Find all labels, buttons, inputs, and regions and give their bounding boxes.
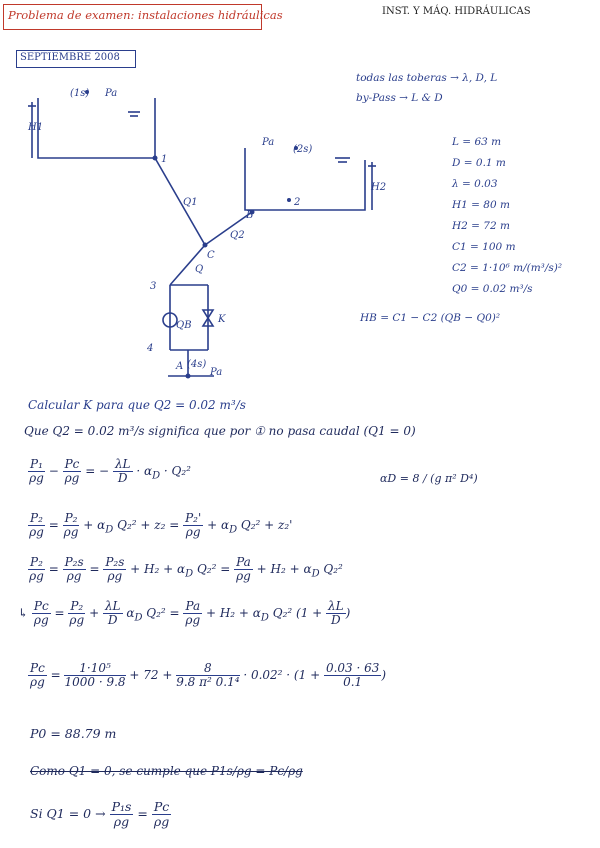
alpha-definition: αD = 8 / (g π² D⁴) — [380, 472, 478, 485]
subject-header: INST. Y MÁQ. HIDRÁULICAS — [382, 6, 531, 17]
calc-line: Calcular K para que Q2 = 0.02 m³/s — [28, 398, 246, 412]
q2-label: Q2 — [230, 230, 245, 241]
equation-1: $\frac{\text{P₁}}{\rho g}$ − $\frac{Pc}{\rho g}$ = − $\frac{\lambda L}{D}$ · $\alpha_D \cdot Q_2^2$ — [29, 457, 191, 486]
exam-date: SEPTIEMBRE 2008 — [20, 52, 120, 63]
param-lambda: λ = 0.03 — [452, 178, 498, 190]
pump-curve: HB = C1 − C2 (QB − Q0)² — [360, 312, 501, 324]
que-line: Que Q2 = 0.02 m³/s significa que por ① no pasa caudal (Q1 = 0) — [24, 424, 416, 438]
equation-2: $\frac{\text{P₂}}{\rho g}$ = $\frac{\text{P₂}}{\rho g}$ + $\alpha_D$ Q₂² + z₂ = $\frac{\text{P₂'}}{\rho g}$ + $\alpha_D$ Q₂² + z₂' — [29, 511, 293, 540]
h2-label: H2 — [371, 182, 387, 193]
note-toberas: todas las toberas → λ, D, L — [356, 72, 498, 84]
param-c1: C1 = 100 m — [452, 241, 516, 253]
page-title: Problema de examen: instalaciones hidráulicas — [8, 8, 283, 22]
param-q0: Q0 = 0.02 m³/s — [452, 283, 533, 295]
struck-line: Como Q1 = 0, se cumple que P1s/ρg = Pc/ρg — [30, 764, 303, 778]
tank1-outline — [38, 98, 155, 158]
q-label: Q — [195, 264, 204, 275]
final-line-a: Si Q1 = 0 — [30, 805, 92, 821]
equation-4: ↳ $\frac{Pc}{\rho g}$ = $\frac{\text{P₂}}{\rho g}$ + $\frac{\lambda L}{D}$ $\alpha_D$ Q₂² = $\frac{Pa}{\rho g}$ + $H_2 + \alpha_D$ Q₂² (1 + $\frac{\lambda L}{D}$ ) — [18, 599, 351, 628]
equation-3: $\frac{\text{P₂}}{\rho g}$ = $\frac{\text{P₂s}}{\rho g}$ = $\frac{\text{P₂s}}{\rho g}$ + $H_2 + \alpha_D$ Q₂² = $\frac{Pa}{\rho g}$ + $H_2 + \alpha_D$ Q₂² — [29, 555, 343, 584]
q1-label: Q1 — [183, 197, 198, 208]
final-arrow: → — [95, 805, 106, 821]
equation-5: $\frac{Pc}{\rho g}$ = $\frac{\text{1·10⁵}}{1000 \cdot 9.8}$ + 72 + $\frac{8}{\text{9.8 π² 0.1⁴}}$ · 0.02² · (1 + $\frac{0.03 \cdot 63}{0.1}$ ) — [30, 661, 387, 690]
node-b-label: B — [246, 210, 254, 221]
node-a-label: A — [176, 361, 184, 372]
tank2-pa: Pa — [262, 137, 275, 148]
pump-inlet-label: (4s) — [187, 359, 207, 370]
note-bypass: by-Pass → L & D — [356, 92, 443, 104]
final-line: Si Q1 = 0 → $\frac{\text{P₁s}}{\rho g}$ = $\frac{Pc}{\rho g}$ — [30, 799, 170, 829]
p0-result: P0 = 88.79 m — [30, 726, 117, 741]
node3-label: 3 — [150, 281, 157, 292]
param-d: D = 0.1 m — [452, 157, 506, 169]
param-c2: C2 = 1·10⁶ m/(m³/s)² — [452, 262, 563, 274]
parameter-list — [452, 132, 598, 300]
node2-label: 2 — [294, 197, 301, 208]
param-h2: H2 = 72 m — [452, 220, 510, 232]
param-l: L = 63 m — [452, 136, 502, 148]
node4-label: 4 — [147, 343, 154, 354]
node-c-label: C — [207, 250, 215, 261]
h1-label: H1 — [28, 122, 44, 133]
node1-label: 1 — [161, 154, 168, 165]
pump-pa: Pa — [210, 367, 223, 378]
pipe-2 — [205, 212, 252, 245]
tank1-pa: Pa — [105, 88, 118, 99]
param-h1: H1 = 80 m — [452, 199, 510, 211]
tank2-label: (2s) — [293, 144, 313, 155]
k-label: K — [218, 314, 226, 325]
tank1-label: (1s) — [70, 88, 90, 99]
qb-label: QB — [176, 320, 192, 331]
